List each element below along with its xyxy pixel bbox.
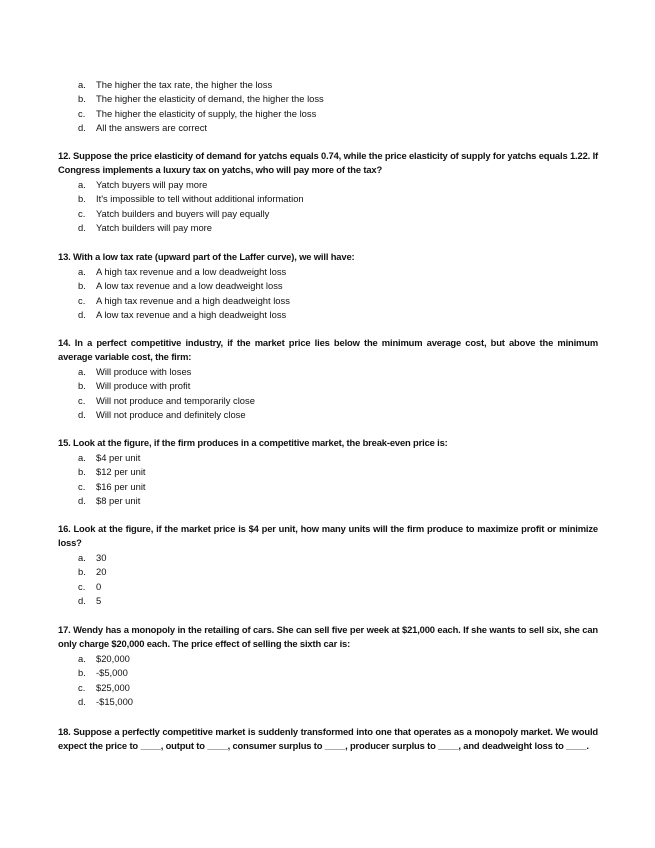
question-text: 12. Suppose the price elasticity of demand for yatchs equals 0.74, while the price elasticity of supply for yatchs equals 1.22. If Congress implements a luxury tax on yatchs, who will pay more of the tax? (58, 150, 598, 175)
option-text: Yatch builders and buyers will pay equally (96, 207, 270, 219)
option-letter: d. (78, 495, 86, 507)
option-c (58, 580, 598, 594)
option-letter: b. (78, 193, 86, 205)
option-letter: c. (78, 394, 86, 406)
option-letter: d. (78, 696, 86, 708)
option-text: A low tax revenue and a high deadweight loss (96, 309, 287, 321)
option-letter: d. (78, 122, 86, 134)
option-text: 20 (96, 566, 107, 578)
option-text: The higher the tax rate, the higher the loss (96, 79, 273, 90)
option-letter: d. (78, 595, 86, 607)
option-b (58, 92, 598, 106)
question-text: 13. With a low tax rate (upward part of the Laffer curve), we will have: (58, 251, 355, 262)
option-list (58, 451, 598, 509)
option-list (58, 178, 598, 236)
option-b (58, 279, 598, 293)
option-letter: b. (78, 466, 86, 478)
option-c (58, 107, 598, 121)
option-text: -$15,000 (96, 696, 134, 708)
question-text: 17. Wendy has a monopoly in the retailing of cars. She can sell five per week at $21,000 each. If she wants to sell six, she can only charge $20,000 each. The price effect of selling the sixth car is: (58, 624, 598, 649)
previous-question-options (58, 78, 598, 136)
option-text: The higher the elasticity of supply, the higher the loss (96, 107, 317, 119)
question-14 (58, 336, 598, 423)
option-letter: d. (78, 222, 86, 234)
option-letter: d. (78, 309, 86, 321)
option-b (58, 379, 598, 393)
option-c (58, 480, 598, 494)
option-letter: c. (78, 294, 86, 306)
option-text: $12 per unit (96, 466, 146, 478)
option-text: A high tax revenue and a high deadweight loss (96, 294, 290, 306)
option-letter: b. (78, 667, 86, 679)
option-text: $20,000 (96, 653, 130, 664)
option-text: It's impossible to tell without additional information (96, 193, 304, 205)
option-c (58, 207, 598, 221)
option-a (58, 265, 598, 279)
option-b (58, 465, 598, 479)
option-a (58, 652, 598, 666)
question-15 (58, 436, 598, 509)
option-text: $8 per unit (96, 495, 141, 507)
option-list (58, 265, 598, 323)
option-d (58, 695, 598, 709)
question-12 (58, 149, 598, 236)
option-text: Will produce with loses (96, 366, 192, 377)
option-text: $25,000 (96, 681, 130, 693)
option-list (58, 365, 598, 423)
option-list (58, 551, 598, 609)
question-text: 16. Look at the figure, if the market price is $4 per unit, how many units will the firm produce to maximize profit or minimize loss? (58, 523, 598, 548)
option-list (58, 652, 598, 710)
option-text: Yatch builders will pay more (96, 222, 213, 234)
option-text: $4 per unit (96, 452, 141, 463)
option-text: 0 (96, 580, 102, 592)
question-18 (58, 725, 598, 754)
option-c (58, 294, 598, 308)
option-text: The higher the elasticity of demand, the higher the loss (96, 93, 324, 105)
option-letter: c. (78, 480, 86, 492)
option-text: All the answers are correct (96, 122, 207, 134)
option-text: -$5,000 (96, 667, 128, 679)
option-d (58, 594, 598, 608)
option-b (58, 192, 598, 206)
option-text: Will not produce and temporarily close (96, 394, 255, 406)
option-a (58, 78, 598, 92)
option-letter: a. (78, 653, 86, 664)
question-text: 18. Suppose a perfectly competitive market is suddenly transformed into one that operates as a monopoly market. We would expect the price to ____, output to ____, consumer surplus to ____, producer surplus to ____, and deadweight loss to ____. (58, 726, 598, 751)
question-16 (58, 522, 598, 609)
option-letter: b. (78, 280, 86, 292)
option-d (58, 494, 598, 508)
option-c (58, 394, 598, 408)
question-17 (58, 623, 598, 710)
option-a (58, 551, 598, 565)
option-letter: a. (78, 452, 86, 463)
option-letter: a. (78, 552, 86, 563)
option-b (58, 565, 598, 579)
option-letter: c. (78, 207, 86, 219)
option-letter: a. (78, 266, 86, 277)
option-letter: b. (78, 380, 86, 392)
option-letter: b. (78, 93, 86, 105)
option-letter: a. (78, 366, 86, 377)
option-text: $16 per unit (96, 480, 146, 492)
option-d (58, 308, 598, 322)
option-letter: c. (78, 107, 86, 119)
option-a (58, 451, 598, 465)
question-text: 15. Look at the figure, if the firm produces in a competitive market, the break-even price is: (58, 437, 448, 448)
option-text: A high tax revenue and a low deadweight loss (96, 266, 287, 277)
option-d (58, 408, 598, 422)
option-c (58, 681, 598, 695)
option-text: 5 (96, 595, 102, 607)
option-letter: a. (78, 179, 86, 190)
option-text: 30 (96, 552, 107, 563)
option-text: A low tax revenue and a low deadweight loss (96, 280, 283, 292)
option-letter: d. (78, 409, 86, 421)
option-text: Will produce with profit (96, 380, 191, 392)
option-letter: c. (78, 681, 86, 693)
option-b (58, 666, 598, 680)
question-text: 14. In a perfect competitive industry, if the market price lies below the minimum average cost, but above the minimum average variable cost, the firm: (58, 337, 598, 362)
option-a (58, 178, 598, 192)
option-letter: c. (78, 580, 86, 592)
option-letter: a. (78, 79, 86, 90)
option-text: Will not produce and definitely close (96, 409, 246, 421)
option-d (58, 121, 598, 135)
question-13 (58, 250, 598, 323)
option-list (58, 78, 598, 136)
option-text: Yatch buyers will pay more (96, 179, 208, 190)
option-a (58, 365, 598, 379)
option-letter: b. (78, 566, 86, 578)
option-d (58, 221, 598, 235)
